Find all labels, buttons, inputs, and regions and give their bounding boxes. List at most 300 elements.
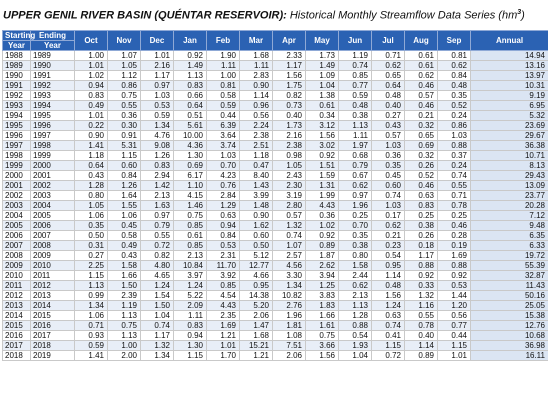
- cell-apr: 7.51: [273, 341, 306, 351]
- cell-dec: 2.16: [141, 61, 174, 71]
- cell-jul: 0.35: [372, 161, 405, 171]
- cell-starting-year: 2009: [3, 261, 31, 271]
- cell-ending-year: 2007: [31, 231, 75, 241]
- table-row: [3, 181, 549, 191]
- cell-sep: 0.28: [438, 231, 471, 241]
- cell-aug: 0.61: [405, 61, 438, 71]
- cell-sep: 0.84: [438, 71, 471, 81]
- cell-oct: 1.06: [75, 211, 108, 221]
- cell-aug: 0.65: [405, 131, 438, 141]
- cell-aug: 0.32: [405, 151, 438, 161]
- cell-jan: 0.92: [174, 51, 207, 61]
- cell-mar: 2.51: [240, 141, 273, 151]
- cell-may: 3.94: [306, 271, 339, 281]
- table-row: [3, 121, 549, 131]
- cell-dec: 9.08: [141, 141, 174, 151]
- table-row: [3, 251, 549, 261]
- cell-ending-year: 2019: [31, 351, 75, 361]
- header-month-dec: Dec: [141, 31, 174, 51]
- header-starting-year: Year: [3, 41, 31, 51]
- cell-jan: 1.30: [174, 341, 207, 351]
- cell-feb: 0.58: [207, 91, 240, 101]
- cell-mar: 14.38: [240, 291, 273, 301]
- cell-jun: 1.13: [339, 121, 372, 131]
- cell-oct: 0.50: [75, 231, 108, 241]
- title-main: UPPER GENIL RIVER BASIN (QUÉNTAR RESERVOIR):: [3, 9, 287, 22]
- cell-jul: 0.65: [372, 71, 405, 81]
- cell-may: 3.12: [306, 121, 339, 131]
- cell-ending-year: 1997: [31, 131, 75, 141]
- cell-sep: 0.86: [438, 121, 471, 131]
- cell-jan: 3.97: [174, 271, 207, 281]
- cell-nov: 0.45: [108, 221, 141, 231]
- header-starting: Starting: [3, 31, 31, 41]
- cell-nov: 1.12: [108, 71, 141, 81]
- streamflow-table-container: [2, 30, 548, 405]
- cell-ending-year: 2011: [31, 271, 75, 281]
- cell-dec: 0.97: [141, 211, 174, 221]
- cell-ending-year: 1999: [31, 151, 75, 161]
- cell-feb: 0.81: [207, 81, 240, 91]
- cell-annual: 29.43: [471, 171, 549, 181]
- cell-starting-year: 1999: [3, 161, 31, 171]
- cell-may: 1.66: [306, 311, 339, 321]
- cell-may: 0.75: [306, 331, 339, 341]
- cell-jan: 1.30: [174, 151, 207, 161]
- table-row: [3, 161, 549, 171]
- cell-may: 1.31: [306, 181, 339, 191]
- cell-nov: 2.00: [108, 351, 141, 361]
- cell-aug: 0.32: [405, 121, 438, 131]
- cell-mar: 1.14: [240, 91, 273, 101]
- cell-feb: 0.84: [207, 231, 240, 241]
- cell-aug: 0.89: [405, 351, 438, 361]
- cell-jul: 0.23: [372, 241, 405, 251]
- cell-feb: 3.92: [207, 271, 240, 281]
- cell-aug: 0.18: [405, 241, 438, 251]
- cell-starting-year: 1989: [3, 61, 31, 71]
- header-month-sep: Sep: [438, 31, 471, 51]
- cell-jan: 1.13: [174, 71, 207, 81]
- cell-jun: 0.80: [339, 251, 372, 261]
- cell-ending-year: 2002: [31, 181, 75, 191]
- cell-nov: 0.55: [108, 101, 141, 111]
- cell-ending-year: 1993: [31, 91, 75, 101]
- cell-dec: 0.74: [141, 321, 174, 331]
- cell-jul: 1.15: [372, 341, 405, 351]
- cell-oct: 0.59: [75, 341, 108, 351]
- cell-jan: 1.24: [174, 281, 207, 291]
- cell-sep: 0.44: [438, 331, 471, 341]
- cell-annual: 11.43: [471, 281, 549, 291]
- cell-mar: 1.68: [240, 51, 273, 61]
- cell-jun: 0.38: [339, 241, 372, 251]
- cell-jun: 1.11: [339, 131, 372, 141]
- header-month-aug: Aug: [405, 31, 438, 51]
- cell-aug: 0.63: [405, 191, 438, 201]
- cell-may: 0.92: [306, 231, 339, 241]
- table-row: [3, 271, 549, 281]
- cell-jan: 1.49: [174, 61, 207, 71]
- cell-may: 1.83: [306, 301, 339, 311]
- cell-mar: 0.95: [240, 281, 273, 291]
- cell-aug: 0.25: [405, 211, 438, 221]
- cell-ending-year: 2013: [31, 291, 75, 301]
- cell-sep: 0.56: [438, 311, 471, 321]
- cell-starting-year: 2014: [3, 311, 31, 321]
- cell-mar: 15.21: [240, 341, 273, 351]
- cell-jul: 0.60: [372, 181, 405, 191]
- cell-starting-year: 2013: [3, 301, 31, 311]
- cell-feb: 11.70: [207, 261, 240, 271]
- cell-jul: 0.63: [372, 311, 405, 321]
- cell-dec: 1.17: [141, 331, 174, 341]
- cell-jan: 0.94: [174, 331, 207, 341]
- cell-jun: 1.04: [339, 351, 372, 361]
- cell-aug: 0.88: [405, 261, 438, 271]
- cell-mar: 0.60: [240, 231, 273, 241]
- cell-mar: 1.43: [240, 181, 273, 191]
- table-row: [3, 331, 549, 341]
- cell-aug: 0.46: [405, 81, 438, 91]
- cell-sep: 0.78: [438, 201, 471, 211]
- cell-dec: 1.54: [141, 291, 174, 301]
- cell-ending-year: 1995: [31, 111, 75, 121]
- cell-dec: 1.04: [141, 311, 174, 321]
- cell-annual: 19.72: [471, 251, 549, 261]
- cell-jan: 5.61: [174, 121, 207, 131]
- cell-starting-year: 2006: [3, 231, 31, 241]
- cell-starting-year: 2005: [3, 221, 31, 231]
- cell-sep: 1.01: [438, 351, 471, 361]
- cell-nov: 5.31: [108, 141, 141, 151]
- cell-starting-year: 2015: [3, 321, 31, 331]
- cell-jan: 1.46: [174, 201, 207, 211]
- cell-jan: 4.15: [174, 191, 207, 201]
- cell-apr: 10.82: [273, 291, 306, 301]
- cell-jun: 1.93: [339, 341, 372, 351]
- cell-jul: 0.40: [372, 101, 405, 111]
- cell-apr: 1.07: [273, 241, 306, 251]
- cell-starting-year: 1998: [3, 151, 31, 161]
- cell-mar: 4.66: [240, 271, 273, 281]
- table-row: [3, 191, 549, 201]
- cell-feb: 0.53: [207, 241, 240, 251]
- cell-ending-year: 2008: [31, 241, 75, 251]
- table-row: [3, 281, 549, 291]
- cell-apr: 1.73: [273, 121, 306, 131]
- cell-dec: 1.50: [141, 301, 174, 311]
- cell-annual: 16.11: [471, 351, 549, 361]
- cell-apr: 0.74: [273, 231, 306, 241]
- table-row: [3, 151, 549, 161]
- cell-apr: 2.76: [273, 301, 306, 311]
- header-month-nov: Nov: [108, 31, 141, 51]
- cell-apr: 1.32: [273, 221, 306, 231]
- cell-aug: 1.16: [405, 301, 438, 311]
- cell-ending-year: 2012: [31, 281, 75, 291]
- cell-sep: 0.24: [438, 161, 471, 171]
- cell-mar: 1.18: [240, 151, 273, 161]
- cell-annual: 23.69: [471, 121, 549, 131]
- cell-nov: 0.43: [108, 251, 141, 261]
- cell-annual: 23.77: [471, 191, 549, 201]
- cell-jul: 1.56: [372, 291, 405, 301]
- cell-jul: 1.14: [372, 271, 405, 281]
- cell-apr: 2.38: [273, 141, 306, 151]
- cell-feb: 2.35: [207, 311, 240, 321]
- cell-jul: 0.57: [372, 131, 405, 141]
- table-header: [3, 31, 549, 51]
- cell-sep: 0.52: [438, 101, 471, 111]
- cell-apr: 2.33: [273, 51, 306, 61]
- cell-apr: 2.30: [273, 181, 306, 191]
- cell-dec: 0.79: [141, 221, 174, 231]
- cell-may: 3.66: [306, 341, 339, 351]
- cell-aug: 0.40: [405, 331, 438, 341]
- cell-oct: 0.31: [75, 241, 108, 251]
- cell-annual: 29.67: [471, 131, 549, 141]
- table-row: [3, 241, 549, 251]
- header-month-apr: Apr: [273, 31, 306, 51]
- cell-nov: 0.58: [108, 231, 141, 241]
- cell-mar: 1.11: [240, 61, 273, 71]
- cell-sep: 0.71: [438, 191, 471, 201]
- table-row: [3, 351, 549, 361]
- cell-jan: 1.15: [174, 351, 207, 361]
- cell-feb: 4.23: [207, 171, 240, 181]
- cell-dec: 1.63: [141, 201, 174, 211]
- cell-jun: 0.59: [339, 91, 372, 101]
- cell-annual: 9.48: [471, 221, 549, 231]
- cell-apr: 1.96: [273, 311, 306, 321]
- cell-annual: 10.71: [471, 151, 549, 161]
- cell-sep: 0.77: [438, 321, 471, 331]
- cell-jun: 0.88: [339, 321, 372, 331]
- cell-jan: 0.75: [174, 211, 207, 221]
- cell-mar: 0.56: [240, 111, 273, 121]
- cell-apr: 2.06: [273, 351, 306, 361]
- cell-oct: 1.28: [75, 181, 108, 191]
- cell-jan: 0.83: [174, 81, 207, 91]
- cell-dec: 4.80: [141, 261, 174, 271]
- cell-aug: 0.78: [405, 321, 438, 331]
- cell-sep: 0.48: [438, 81, 471, 91]
- cell-ending-year: 2004: [31, 201, 75, 211]
- cell-starting-year: 2008: [3, 251, 31, 261]
- cell-starting-year: 1992: [3, 91, 31, 101]
- cell-oct: 1.05: [75, 201, 108, 211]
- cell-dec: 0.72: [141, 241, 174, 251]
- cell-jan: 0.64: [174, 101, 207, 111]
- cell-mar: 0.50: [240, 241, 273, 251]
- cell-nov: 2.39: [108, 291, 141, 301]
- cell-may: 1.04: [306, 81, 339, 91]
- cell-feb: 1.69: [207, 321, 240, 331]
- cell-ending-year: 2018: [31, 341, 75, 351]
- cell-nov: 1.26: [108, 181, 141, 191]
- table-row: [3, 341, 549, 351]
- cell-jul: 0.64: [372, 81, 405, 91]
- cell-nov: 0.49: [108, 241, 141, 251]
- page-title: [3, 2, 525, 26]
- cell-jun: 1.97: [339, 141, 372, 151]
- cell-oct: 0.90: [75, 131, 108, 141]
- cell-starting-year: 2002: [3, 191, 31, 201]
- cell-may: 1.38: [306, 91, 339, 101]
- cell-jun: 0.67: [339, 171, 372, 181]
- cell-may: 1.02: [306, 221, 339, 231]
- cell-nov: 0.84: [108, 171, 141, 181]
- cell-annual: 7.12: [471, 211, 549, 221]
- cell-apr: 4.56: [273, 261, 306, 271]
- cell-jul: 1.24: [372, 301, 405, 311]
- cell-may: 3.02: [306, 141, 339, 151]
- cell-oct: 0.43: [75, 171, 108, 181]
- cell-sep: 1.15: [438, 341, 471, 351]
- cell-mar: 1.62: [240, 221, 273, 231]
- cell-nov: 1.64: [108, 191, 141, 201]
- cell-annual: 36.98: [471, 341, 549, 351]
- cell-jan: 0.61: [174, 231, 207, 241]
- cell-oct: 0.35: [75, 221, 108, 231]
- cell-dec: 1.26: [141, 151, 174, 161]
- cell-dec: 1.01: [141, 51, 174, 61]
- cell-mar: 2.83: [240, 71, 273, 81]
- cell-feb: 0.94: [207, 221, 240, 231]
- cell-sep: 0.55: [438, 181, 471, 191]
- cell-apr: 2.57: [273, 251, 306, 261]
- cell-dec: 0.82: [141, 251, 174, 261]
- table-row: [3, 91, 549, 101]
- cell-aug: 0.62: [405, 71, 438, 81]
- cell-starting-year: 1997: [3, 141, 31, 151]
- cell-apr: 1.05: [273, 161, 306, 171]
- cell-starting-year: 1996: [3, 131, 31, 141]
- cell-oct: 1.00: [75, 51, 108, 61]
- cell-apr: 3.19: [273, 191, 306, 201]
- cell-annual: 36.38: [471, 141, 549, 151]
- cell-aug: 0.38: [405, 221, 438, 231]
- cell-jul: 0.74: [372, 191, 405, 201]
- cell-mar: 8.40: [240, 171, 273, 181]
- cell-apr: 1.34: [273, 281, 306, 291]
- cell-aug: 0.61: [405, 51, 438, 61]
- cell-nov: 1.15: [108, 151, 141, 161]
- cell-dec: 1.32: [141, 341, 174, 351]
- cell-jul: 1.03: [372, 141, 405, 151]
- cell-dec: 1.24: [141, 281, 174, 291]
- cell-jul: 0.62: [372, 221, 405, 231]
- cell-jan: 0.85: [174, 241, 207, 251]
- cell-mar: 5.12: [240, 251, 273, 261]
- cell-jun: 0.25: [339, 211, 372, 221]
- cell-feb: 1.90: [207, 51, 240, 61]
- table-row: [3, 301, 549, 311]
- cell-starting-year: 2018: [3, 351, 31, 361]
- table-row: [3, 261, 549, 271]
- cell-jul: 0.74: [372, 321, 405, 331]
- cell-may: 2.62: [306, 261, 339, 271]
- cell-starting-year: 2007: [3, 241, 31, 251]
- cell-aug: 0.69: [405, 141, 438, 151]
- cell-oct: 1.01: [75, 61, 108, 71]
- cell-may: 0.92: [306, 151, 339, 161]
- cell-feb: 0.76: [207, 181, 240, 191]
- cell-jun: 0.62: [339, 181, 372, 191]
- cell-nov: 1.50: [108, 281, 141, 291]
- cell-ending-year: 2009: [31, 251, 75, 261]
- header-month-oct: Oct: [75, 31, 108, 51]
- cell-feb: 6.39: [207, 121, 240, 131]
- cell-oct: 0.83: [75, 91, 108, 101]
- cell-feb: 1.00: [207, 71, 240, 81]
- cell-apr: 0.57: [273, 211, 306, 221]
- cell-jun: 0.54: [339, 331, 372, 341]
- cell-annual: 8.13: [471, 161, 549, 171]
- cell-jun: 2.44: [339, 271, 372, 281]
- cell-aug: 0.26: [405, 161, 438, 171]
- cell-jun: 0.77: [339, 81, 372, 91]
- cell-ending-year: 1992: [31, 81, 75, 91]
- header-month-jan: Jan: [174, 31, 207, 51]
- cell-feb: 1.03: [207, 151, 240, 161]
- cell-annual: 13.16: [471, 61, 549, 71]
- cell-mar: 12.77: [240, 261, 273, 271]
- cell-jul: 0.95: [372, 261, 405, 271]
- cell-dec: 1.34: [141, 121, 174, 131]
- cell-jun: 2.13: [339, 291, 372, 301]
- cell-ending-year: 2001: [31, 171, 75, 181]
- cell-sep: 1.03: [438, 131, 471, 141]
- cell-jun: 0.79: [339, 161, 372, 171]
- table-row: [3, 321, 549, 331]
- cell-may: 1.56: [306, 131, 339, 141]
- cell-nov: 1.66: [108, 271, 141, 281]
- cell-apr: 0.82: [273, 91, 306, 101]
- cell-sep: 0.62: [438, 61, 471, 71]
- cell-annual: 10.68: [471, 331, 549, 341]
- cell-aug: 0.26: [405, 231, 438, 241]
- header-month-mar: Mar: [240, 31, 273, 51]
- cell-dec: 0.55: [141, 231, 174, 241]
- cell-aug: 1.17: [405, 251, 438, 261]
- cell-nov: 1.05: [108, 61, 141, 71]
- cell-mar: 2.24: [240, 121, 273, 131]
- cell-may: 1.73: [306, 51, 339, 61]
- cell-mar: 1.48: [240, 201, 273, 211]
- cell-mar: 1.47: [240, 321, 273, 331]
- header-month-jun: Jun: [339, 31, 372, 51]
- cell-may: 1.09: [306, 71, 339, 81]
- cell-jul: 1.03: [372, 201, 405, 211]
- header-month-may: May: [306, 31, 339, 51]
- cell-sep: 0.81: [438, 51, 471, 61]
- cell-oct: 1.15: [75, 271, 108, 281]
- table-row: [3, 81, 549, 91]
- cell-may: 0.34: [306, 111, 339, 121]
- cell-sep: 0.24: [438, 111, 471, 121]
- cell-oct: 0.99: [75, 291, 108, 301]
- cell-may: 1.87: [306, 251, 339, 261]
- cell-nov: 1.58: [108, 261, 141, 271]
- cell-jan: 5.22: [174, 291, 207, 301]
- cell-oct: 1.01: [75, 111, 108, 121]
- cell-oct: 1.41: [75, 141, 108, 151]
- cell-sep: 0.25: [438, 211, 471, 221]
- cell-mar: 0.47: [240, 161, 273, 171]
- table-row: [3, 101, 549, 111]
